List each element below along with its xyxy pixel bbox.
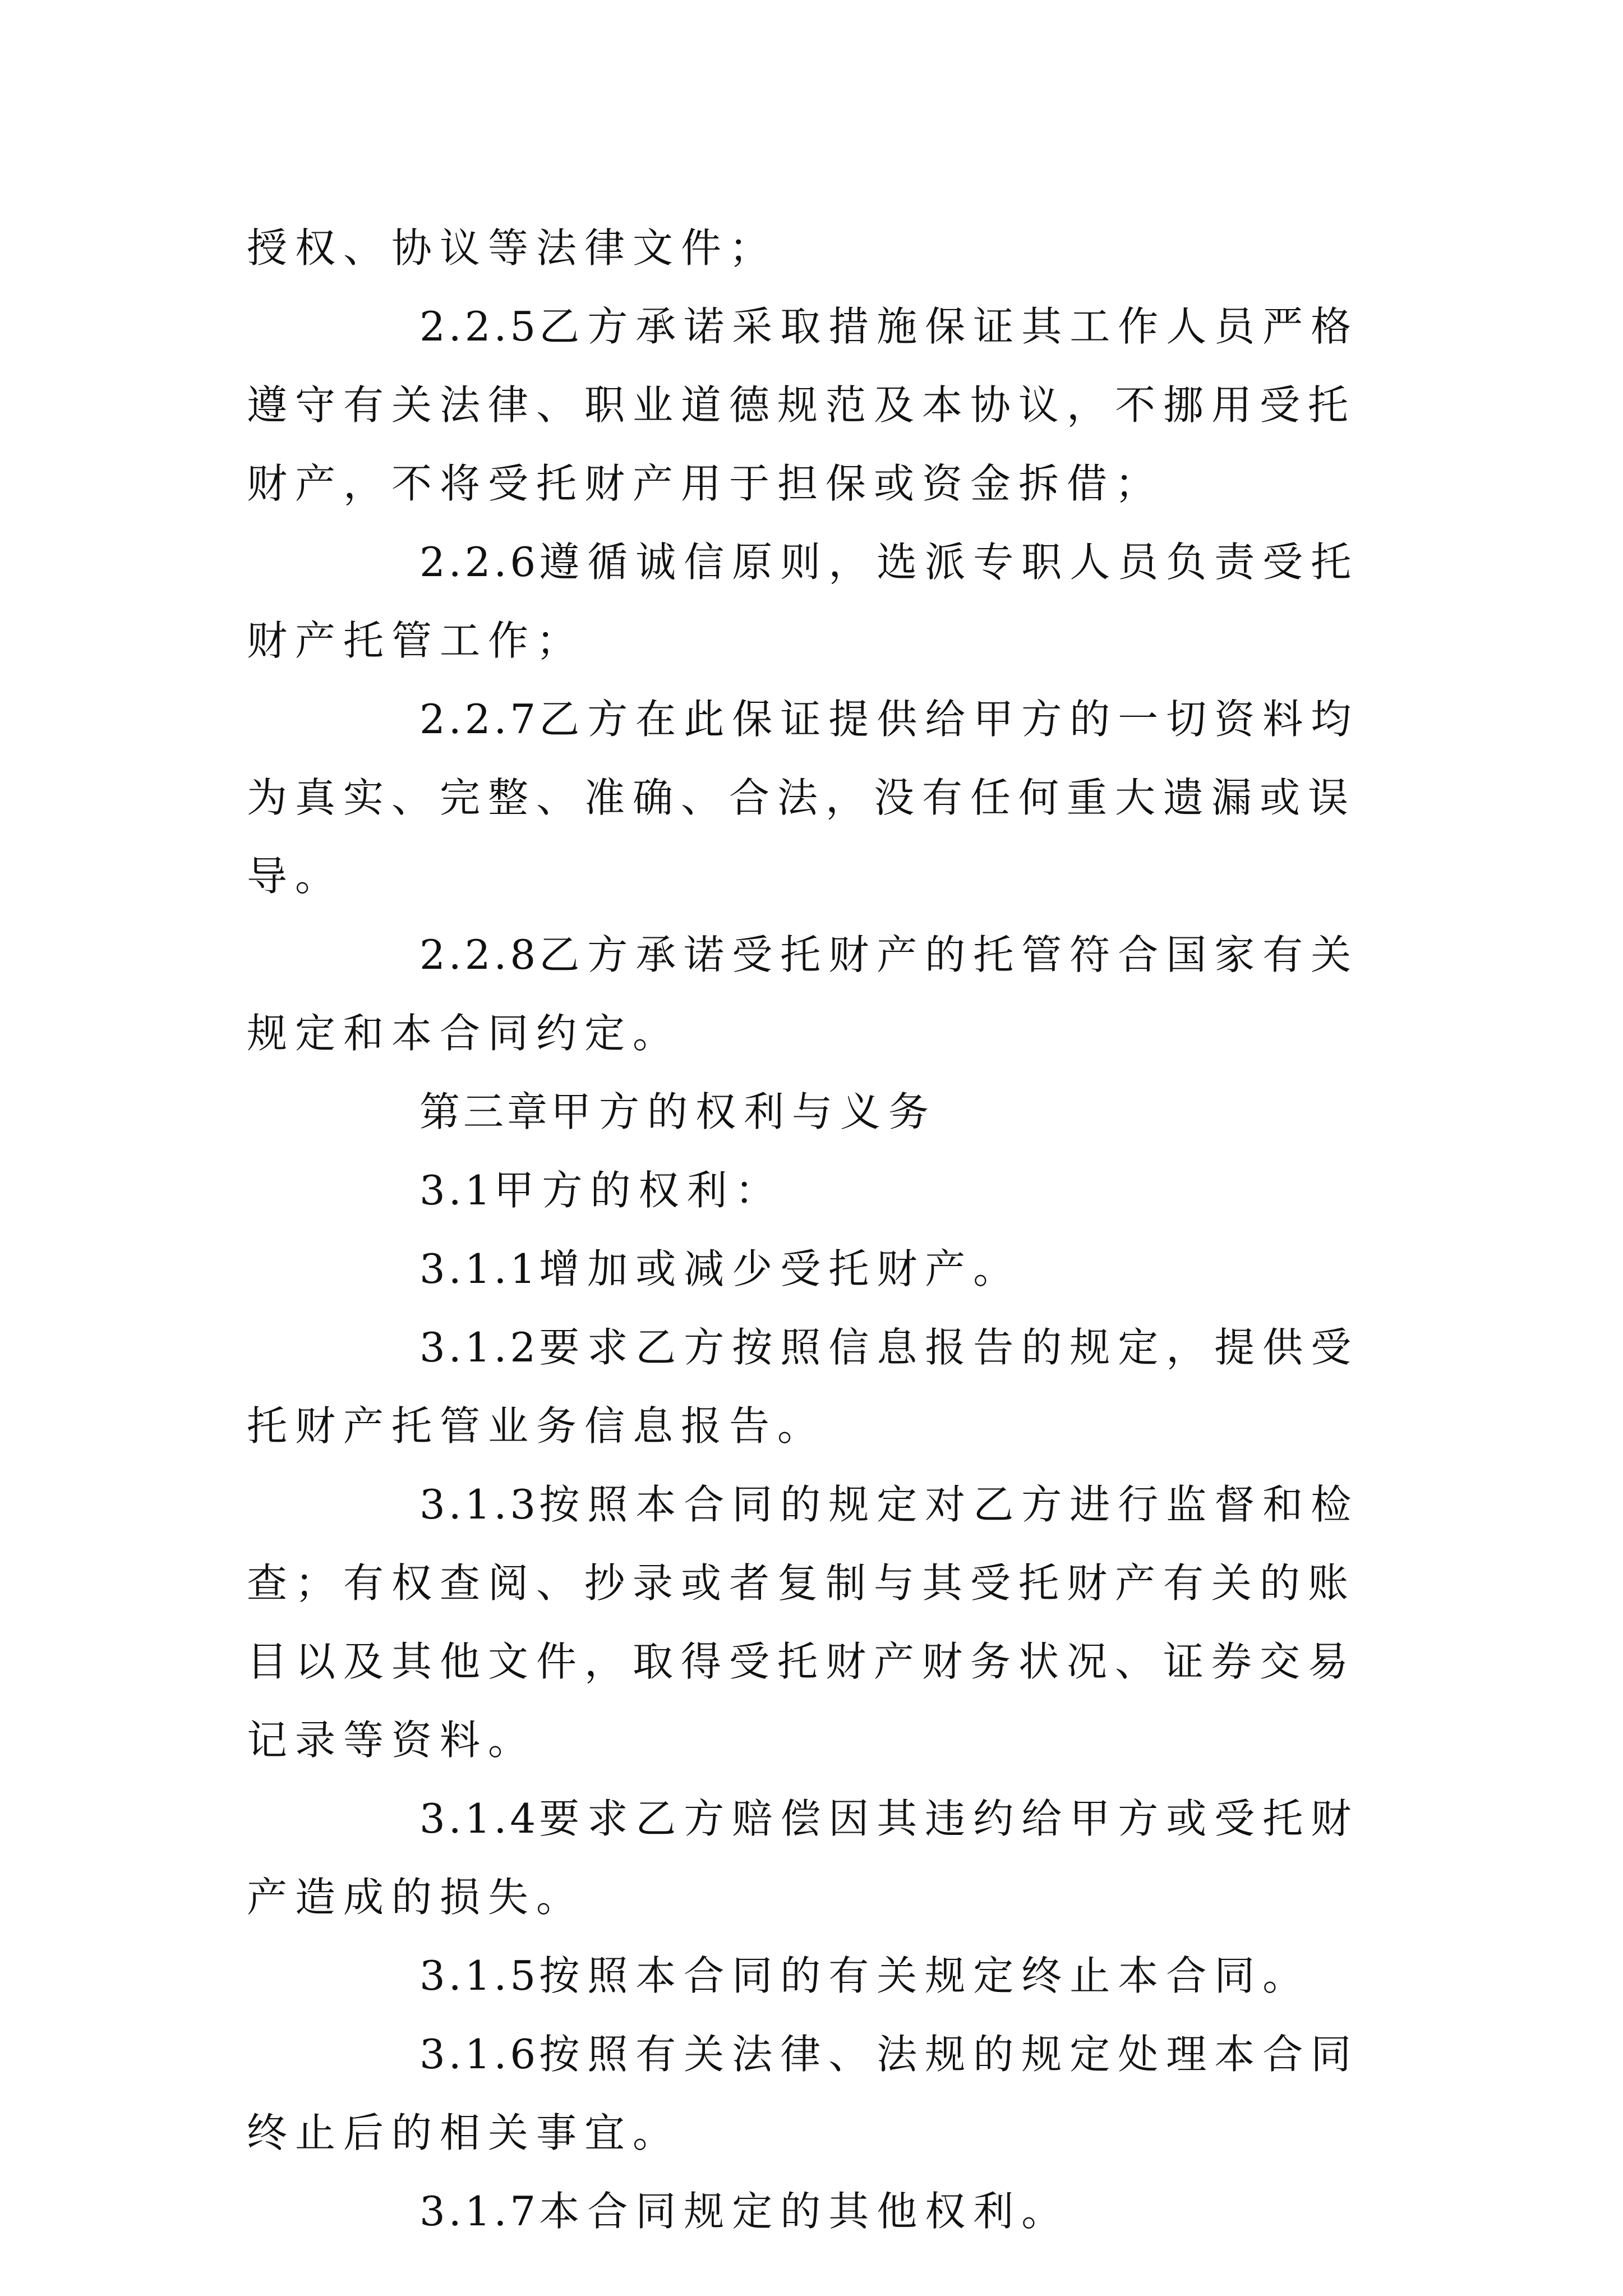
clause-text: 按照有关法律、法规的规定处理本合同终止后的相关事宜。 (247, 2031, 1359, 2156)
clause-3-1-7 (247, 2172, 1385, 2251)
clause-number: 3.1.4 (419, 1795, 540, 1842)
clause-text: 乙方在此保证提供给甲方的一切资料均为真实、完整、准确、合法，没有任何重大遗漏或误导。 (247, 696, 1359, 900)
clause-text: 乙方承诺采取措施保证其工作人员严格遵守有关法律、职业道德规范及本协议，不挪用受托财产，不将受托财产用于担保或资金拆借； (247, 303, 1359, 507)
clause-text: 按照本合同的规定对乙方进行监督和检查；有权查阅、抄录或者复制与其受托财产有关的账目以及其他文件，取得受托财产财务状况、证券交易记录等资料。 (247, 1481, 1359, 1764)
clause-text: 要求乙方赔偿因其违约给甲方或受托财产造成的损失。 (247, 1795, 1359, 1921)
paragraph (247, 209, 1385, 287)
clause-number: 3.1.3 (419, 1481, 540, 1528)
clause-2-2-7 (247, 680, 1385, 915)
clause-text: 增加或减少受托财产。 (539, 1245, 1022, 1292)
clause-text: 按照本合同的有关规定终止本合同。 (539, 1952, 1311, 1999)
clause-text: 遵循诚信原则，选派专职人员负责受托财产托管工作； (247, 539, 1359, 664)
clause-3-1-1 (247, 1230, 1385, 1308)
clause-number: 2.2.7 (419, 696, 540, 743)
clause-text: 乙方承诺受托财产的托管符合国家有关规定和本合同约定。 (247, 931, 1359, 1057)
clause-2-2-6 (247, 523, 1385, 680)
document-body (247, 209, 1385, 2251)
chapter-title: 甲方的权利与义务 (551, 1088, 937, 1135)
section-3-1 (247, 1151, 1385, 1230)
chapter-number: 第三章 (419, 1088, 551, 1135)
section-title: 甲方的权利： (494, 1167, 783, 1214)
clause-3-1-6 (247, 2015, 1385, 2172)
clause-3-1-4 (247, 1779, 1385, 1936)
clause-text: 本合同规定的其他权利。 (539, 2188, 1070, 2235)
clause-number: 3.1.2 (419, 1324, 540, 1371)
chapter-heading (247, 1073, 1385, 1151)
clause-3-1-3 (247, 1465, 1385, 1779)
clause-number: 3.1.1 (419, 1245, 540, 1292)
clause-number: 2.2.5 (419, 303, 540, 350)
clause-text: 要求乙方按照信息报告的规定，提供受托财产托管业务信息报告。 (247, 1324, 1359, 1450)
section-number: 3.1 (419, 1167, 494, 1214)
clause-2-2-5 (247, 287, 1385, 523)
clause-3-1-5 (247, 1936, 1385, 2015)
clause-number: 3.1.7 (419, 2188, 540, 2235)
clause-number: 3.1.5 (419, 1952, 540, 1999)
clause-number: 3.1.6 (419, 2031, 540, 2078)
clause-number: 2.2.6 (419, 539, 540, 586)
clause-3-1-2 (247, 1308, 1385, 1465)
clause-number: 2.2.8 (419, 931, 540, 978)
clause-2-2-8 (247, 915, 1385, 1073)
paragraph-text: 授权、协议等法律文件； (247, 224, 778, 272)
